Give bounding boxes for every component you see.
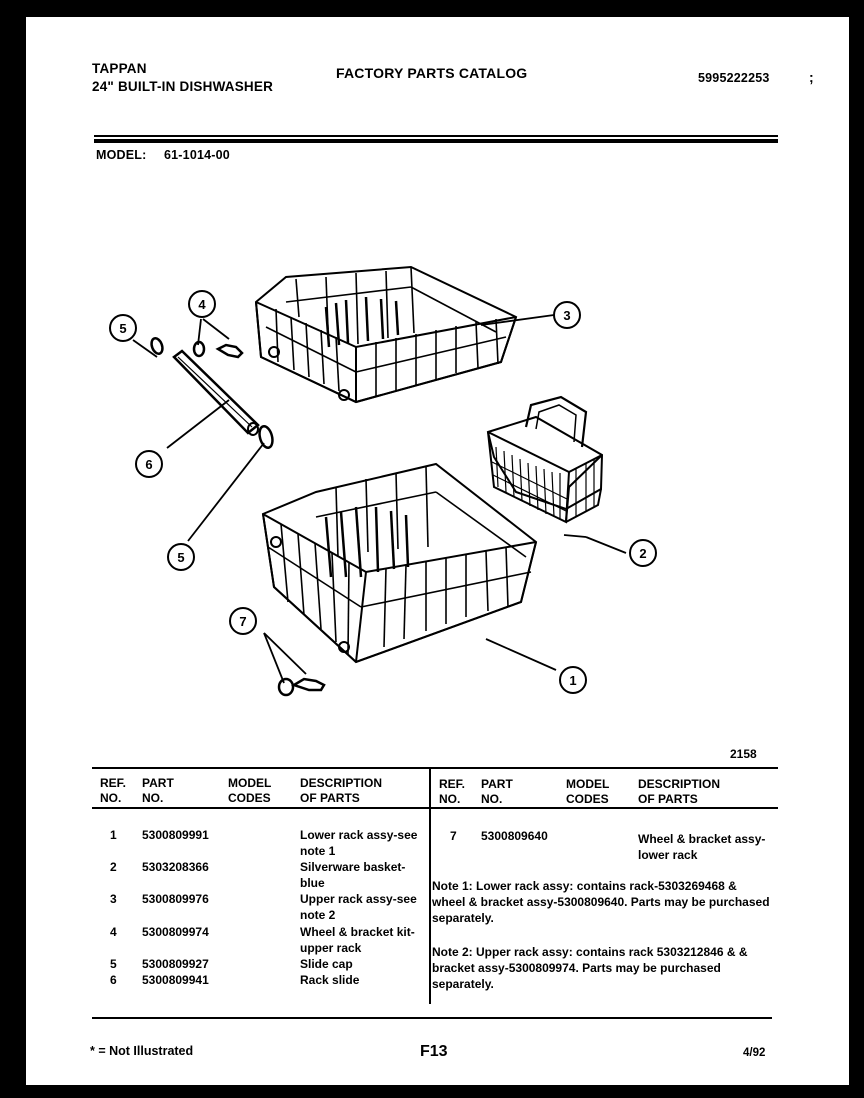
- row-ref: 1: [110, 828, 117, 842]
- exploded-parts-diagram: [26, 17, 849, 737]
- lower-rack-illustration: [263, 464, 536, 662]
- model-label: MODEL:: [96, 148, 147, 162]
- revision-date: 4/92: [743, 1047, 766, 1059]
- callout-label: 5: [177, 550, 185, 565]
- margin-mark: ;: [809, 69, 814, 85]
- rack-slide-illustration: [174, 351, 258, 435]
- col-header-part-right: PART NO.: [481, 777, 513, 806]
- row-part-number: 5300809941: [142, 973, 209, 987]
- note-1: Note 1: Lower rack assy: contains rack-5303269468 & wheel & bracket assy-5300809640. Parts may be purchased separately.: [432, 879, 770, 925]
- row-ref: 3: [110, 892, 117, 906]
- catalog-title: FACTORY PARTS CATALOG: [336, 65, 528, 81]
- row-description: Upper rack assy-see note 2: [300, 892, 417, 922]
- row-part-number: 5300809974: [142, 925, 209, 939]
- brand-name: TAPPAN: [92, 61, 147, 76]
- col-header-desc: DESCRIPTION OF PARTS: [300, 776, 383, 805]
- col-header-ref: REF. NO.: [100, 776, 127, 805]
- callout-label: 6: [145, 457, 153, 472]
- row-description: Silverware basket- blue: [300, 860, 406, 890]
- col-header-part: PART NO.: [142, 776, 174, 805]
- table-bottom-rule: [92, 1017, 772, 1019]
- row-ref: 6: [110, 973, 117, 987]
- col-header-desc-right: DESCRIPTION OF PARTS: [638, 777, 721, 806]
- col-header-model: MODEL CODES: [228, 776, 272, 805]
- model-number: 61-1014-00: [164, 148, 230, 162]
- row-description: Rack slide: [300, 973, 360, 987]
- row-ref: 5: [110, 957, 117, 971]
- col-header-ref-right: REF. NO.: [439, 777, 466, 806]
- wheel-bracket-upper-illustration: [194, 342, 242, 357]
- table-header-rule: [92, 807, 778, 809]
- silverware-basket-illustration: [488, 397, 602, 522]
- row-ref: 2: [110, 860, 117, 874]
- table-top-rule: [92, 767, 778, 769]
- product-name: 24" BUILT-IN DISHWASHER: [92, 79, 274, 94]
- note-2: Note 2: Upper rack assy: contains rack 5303212846 & & bracket assy-5300809974. Parts may be purchased separately.: [432, 945, 748, 991]
- catalog-page: [26, 17, 849, 1085]
- callout-label: 7: [239, 614, 247, 629]
- row-description: Slide cap: [300, 957, 353, 971]
- table-column-divider: [429, 769, 431, 1004]
- row-ref: 4: [110, 925, 117, 939]
- row-part-number: 5300809927: [142, 957, 209, 971]
- slide-cap-lower-illustration: [257, 425, 274, 449]
- row-part-number: 5300809991: [142, 828, 209, 842]
- callout-label: 3: [563, 308, 571, 323]
- wheel-bracket-lower-illustration: [279, 679, 324, 695]
- row-description: Wheel & bracket assy- lower rack: [638, 832, 766, 862]
- not-illustrated-legend: * = Not Illustrated: [90, 1044, 194, 1058]
- page-code: F13: [420, 1043, 448, 1060]
- catalog-number: 5995222253: [698, 71, 770, 85]
- callout-label: 1: [569, 673, 577, 688]
- row-part-number: 5300809640: [481, 829, 548, 843]
- col-header-model-right: MODEL CODES: [566, 777, 610, 806]
- callout-label: 2: [639, 546, 647, 561]
- row-description: Wheel & bracket kit- upper rack: [300, 925, 415, 955]
- row-ref: 7: [450, 829, 457, 843]
- callout-label: 5: [119, 321, 127, 336]
- figure-number: 2158: [730, 747, 757, 761]
- upper-rack-illustration: [256, 267, 516, 402]
- row-part-number: 5300809976: [142, 892, 209, 906]
- callout-label: 4: [198, 297, 206, 312]
- row-description: Lower rack assy-see note 1: [300, 828, 418, 858]
- row-part-number: 5303208366: [142, 860, 209, 874]
